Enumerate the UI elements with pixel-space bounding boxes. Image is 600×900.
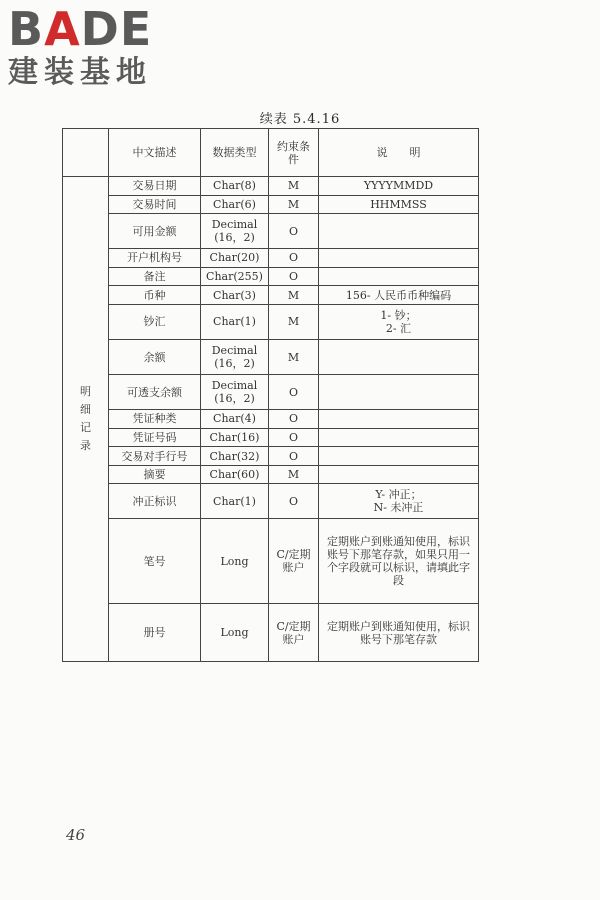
header-desc: 说 明 (319, 129, 479, 177)
table-row (63, 214, 479, 249)
cell-desc: 定期账户到账通知使用，标识账号下那笔存款 (319, 604, 479, 662)
cell-name: 可透支余额 (109, 375, 201, 410)
cell-desc (319, 339, 479, 374)
table-row (63, 267, 479, 286)
cell-desc: 156- 人民币币种编码 (319, 286, 479, 305)
publisher-logo (8, 2, 153, 90)
cell-type: Char(1) (201, 304, 269, 339)
table-caption: 续表 5.4.16 (259, 112, 341, 127)
cell-desc (319, 465, 479, 484)
table-row (63, 339, 479, 374)
cell-constraint: M (269, 177, 319, 196)
cell-constraint: O (269, 410, 319, 429)
header-constraint: 约束条件 (269, 129, 319, 177)
cell-desc: 定期账户到账通知使用，标识账号下那笔存款，如果只用一个字段就可以标识，请填此字段 (319, 519, 479, 604)
table-row (63, 447, 479, 466)
cell-type: Char(255) (201, 267, 269, 286)
cell-name: 币种 (109, 286, 201, 305)
header-group-cell (63, 129, 109, 177)
cell-name: 交易时间 (109, 195, 201, 214)
cell-name: 摘要 (109, 465, 201, 484)
cell-type: Decimal (16，2) (201, 214, 269, 249)
cell-constraint: O (269, 375, 319, 410)
cell-type: Char(20) (201, 249, 269, 268)
cell-constraint: O (269, 214, 319, 249)
cell-name: 册号 (109, 604, 201, 662)
cell-type: Char(60) (201, 465, 269, 484)
header-type: 数据类型 (201, 129, 269, 177)
cell-desc: Y- 冲正； N- 未冲正 (319, 484, 479, 519)
table-row (63, 304, 479, 339)
group-label-cell (63, 177, 109, 662)
group-label: 明细记录 (80, 385, 91, 452)
cell-constraint: M (269, 286, 319, 305)
cell-desc (319, 410, 479, 429)
cell-name: 余额 (109, 339, 201, 374)
cell-constraint: M (269, 195, 319, 214)
cell-type: Char(1) (201, 484, 269, 519)
cell-name: 交易日期 (109, 177, 201, 196)
cell-desc (319, 249, 479, 268)
cell-type: Long (201, 604, 269, 662)
cell-name: 冲正标识 (109, 484, 201, 519)
cell-desc (319, 214, 479, 249)
cell-name: 可用金额 (109, 214, 201, 249)
cell-desc (319, 267, 479, 286)
cell-constraint: M (269, 339, 319, 374)
table-row (63, 375, 479, 410)
page-number: 46 (66, 826, 86, 844)
cell-constraint: O (269, 447, 319, 466)
cell-constraint: O (269, 249, 319, 268)
table-row (63, 484, 479, 519)
cell-desc (319, 375, 479, 410)
cell-name: 笔号 (109, 519, 201, 604)
cell-constraint: C/定期账户 (269, 604, 319, 662)
table-row (63, 604, 479, 662)
cell-type: Decimal (16，2) (201, 375, 269, 410)
cell-constraint: C/定期账户 (269, 519, 319, 604)
spec-table (62, 128, 479, 662)
cell-desc: 1- 钞； 2- 汇 (319, 304, 479, 339)
header-name: 中文描述 (109, 129, 201, 177)
cell-type: Char(8) (201, 177, 269, 196)
table-row (63, 410, 479, 429)
logo-wordmark: BADE (8, 2, 153, 56)
cell-desc: YYYYMMDD (319, 177, 479, 196)
cell-type: Char(3) (201, 286, 269, 305)
cell-type: Char(6) (201, 195, 269, 214)
cell-constraint: O (269, 484, 319, 519)
table-row (63, 286, 479, 305)
cell-constraint: O (269, 428, 319, 447)
cell-name: 凭证号码 (109, 428, 201, 447)
cell-type: Char(16) (201, 428, 269, 447)
table-row (63, 465, 479, 484)
logo-cjk-text: 建装基地 (8, 55, 152, 90)
cell-constraint: M (269, 304, 319, 339)
cell-name: 凭证种类 (109, 410, 201, 429)
table-row (63, 195, 479, 214)
cell-name: 钞汇 (109, 304, 201, 339)
cell-constraint: M (269, 465, 319, 484)
table-header-row (63, 129, 479, 177)
cell-type: Char(4) (201, 410, 269, 429)
cell-type: Long (201, 519, 269, 604)
table-row (63, 519, 479, 604)
table-row (63, 428, 479, 447)
cell-desc: HHMMSS (319, 195, 479, 214)
cell-name: 备注 (109, 267, 201, 286)
cell-constraint: O (269, 267, 319, 286)
table-row (63, 249, 479, 268)
cell-type: Char(32) (201, 447, 269, 466)
table-row (63, 177, 479, 196)
cell-name: 开户机构号 (109, 249, 201, 268)
cell-type: Decimal (16，2) (201, 339, 269, 374)
cell-name: 交易对手行号 (109, 447, 201, 466)
cell-desc (319, 428, 479, 447)
cell-desc (319, 447, 479, 466)
